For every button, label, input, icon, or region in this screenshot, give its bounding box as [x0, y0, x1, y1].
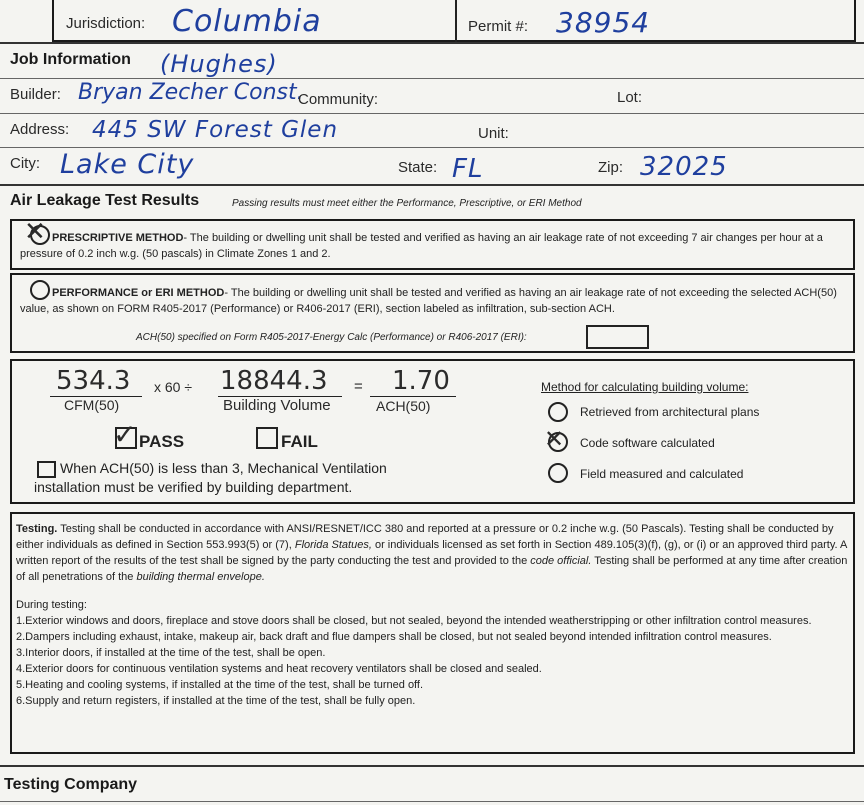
jurisdiction-label: Jurisdiction: [66, 15, 146, 32]
testing-title: Testing. [16, 523, 58, 535]
testing-paragraph [16, 521, 850, 585]
testing-envelope: building thermal envelope. [136, 571, 265, 583]
owner-note: (Hughes) [160, 50, 278, 78]
during-testing-item: 2.Dampers including exhaust, intake, makeup air, back draft and flue dampers shall be closed, but not sealed beyond intended infiltration control measures. [16, 631, 772, 643]
mech-vent-text-1: When ACH(50) is less than 3, Mechanical Ventilation [60, 460, 387, 476]
ach-specified-label: ACH(50) specified on Form R405-2017-Energy Calc (Performance) or R406-2017 (ERI): [136, 332, 527, 343]
method-option-software: Code software calculated [580, 436, 715, 450]
mech-vent-checkbox[interactable] [37, 461, 56, 478]
prescriptive-body: - The building or dwelling unit shall be tested and verified as having an air leakage rate of not exceeding 7 air changes per hour at a pressure of 0.2 inch w.g. (50 pascals) in Climate Zones 1 and 2. [20, 232, 823, 260]
air-leakage-subtitle: Passing results must meet either the Performance, Prescriptive, or ERI Method [232, 198, 582, 209]
equals-operator: = [354, 378, 363, 395]
address-rule [0, 147, 864, 148]
company-section-title: Testing Company [4, 776, 138, 793]
mech-vent-text-2: installation must be verified by building department. [34, 479, 353, 495]
testing-para-1: Testing shall be conducted in accordance with ANSI/RESNET/ICC 380 and reported at a pressure or 0.2 inche w.g. (50 Pascals). Testing shall be conducted by either individuals as defined in Section 553.993(5) or (7), [16, 523, 834, 551]
job-top-rule [0, 42, 864, 44]
method-radio-field[interactable] [548, 463, 568, 483]
builder-rule [0, 113, 864, 114]
performance-title: PERFORMANCE or ERI METHOD [52, 287, 225, 299]
method-software-check-mark: ✕ [544, 425, 565, 453]
during-testing-item: 1.Exterior windows and doors, fireplace and stove doors shall be closed, but not sealed, beyond the intended weatherstripping or other infiltration control measures. [16, 615, 812, 627]
fail-checkbox[interactable] [256, 427, 278, 449]
state-label: State: [398, 159, 438, 176]
volume-label: Building Volume [223, 397, 331, 414]
during-testing-item: 4.Exterior doors for continuous ventilation systems and heat recovery ventilators shall be closed and sealed. [16, 663, 542, 675]
city-value[interactable]: Lake City [60, 149, 195, 180]
performance-body: - The building or dwelling unit shall be tested and verified as having an air leakage rate of not exceeding the selected ACH(50) value, as shown on FORM R405-2017 (Performance) or R406-2017 (ERI), section labeled as infiltration, sub-section ACH. [20, 287, 837, 315]
performance-text [20, 285, 840, 317]
company-bottom-rule [0, 801, 864, 802]
address-label: Address: [10, 121, 70, 138]
permit-value[interactable]: 38954 [556, 6, 651, 39]
testing-statutes: Florida Statues, [294, 539, 372, 551]
during-testing-list [16, 597, 850, 709]
prescriptive-title: PRESCRIPTIVE METHOD [52, 232, 184, 244]
pass-check-mark: ✓ [113, 418, 137, 451]
state-value[interactable]: FL [452, 154, 484, 184]
volume-value[interactable]: 18844.3 [220, 366, 328, 396]
ach-label: ACH(50) [376, 398, 431, 414]
testing-para-2: or individuals licensed as set forth in Section 489.105(3)(f), (g), or (i) or an approved third party. A written report of the results of the test shall be signed by the party conducting the test and provided to the [16, 539, 847, 567]
zip-label: Zip: [598, 159, 624, 176]
builder-label: Builder: [10, 86, 61, 103]
fail-label: FAIL [281, 432, 318, 451]
ach-value[interactable]: 1.70 [392, 366, 450, 396]
lot-label: Lot: [617, 89, 643, 106]
air-leakage-title: Air Leakage Test Results [10, 192, 200, 209]
city-rule [0, 184, 864, 186]
ach-rule [370, 396, 456, 397]
testing-official: code official. [530, 555, 592, 567]
during-testing-item: 3.Interior doors, if installed at the time of the test, shall be open. [16, 647, 326, 659]
cfm-value[interactable]: 534.3 [56, 366, 131, 396]
method-option-field: Field measured and calculated [580, 467, 744, 481]
address-value[interactable]: 445 SW Forest Glen [92, 117, 339, 143]
company-top-rule [0, 765, 864, 767]
unit-label: Unit: [478, 125, 509, 142]
method-option-plans: Retrieved from architectural plans [580, 405, 760, 419]
during-testing-heading: During testing: [16, 599, 87, 611]
job-section-title: Job Information [10, 51, 131, 68]
times-operator: x 60 ÷ [154, 379, 193, 395]
zip-value[interactable]: 32025 [640, 152, 728, 182]
testing-para-3: Testing shall be performed at any time after creation of all penetrations of the [16, 555, 848, 583]
during-testing-item: 5.Heating and cooling systems, if installed at the time of the test, shall be turned off. [16, 679, 424, 691]
cfm-label: CFM(50) [64, 397, 120, 413]
prescriptive-check-mark: ✕ [24, 217, 46, 247]
ach-specified-input[interactable] [586, 325, 649, 349]
during-testing-item: 6.Supply and return registers, if installed at the time of the test, shall be fully open. [16, 695, 416, 707]
pass-label: PASS [139, 432, 185, 451]
method-radio-plans[interactable] [548, 402, 568, 422]
method-title: Method for calculating building volume: [541, 380, 749, 394]
header-divider [455, 0, 457, 42]
community-label: Community: [298, 91, 379, 108]
job-title-rule [0, 78, 864, 79]
builder-value[interactable]: Bryan Zecher Const. [78, 80, 304, 105]
city-label: City: [10, 155, 40, 172]
permit-label: Permit #: [468, 18, 529, 35]
prescriptive-text [20, 230, 840, 262]
jurisdiction-value[interactable]: Columbia [172, 4, 322, 39]
